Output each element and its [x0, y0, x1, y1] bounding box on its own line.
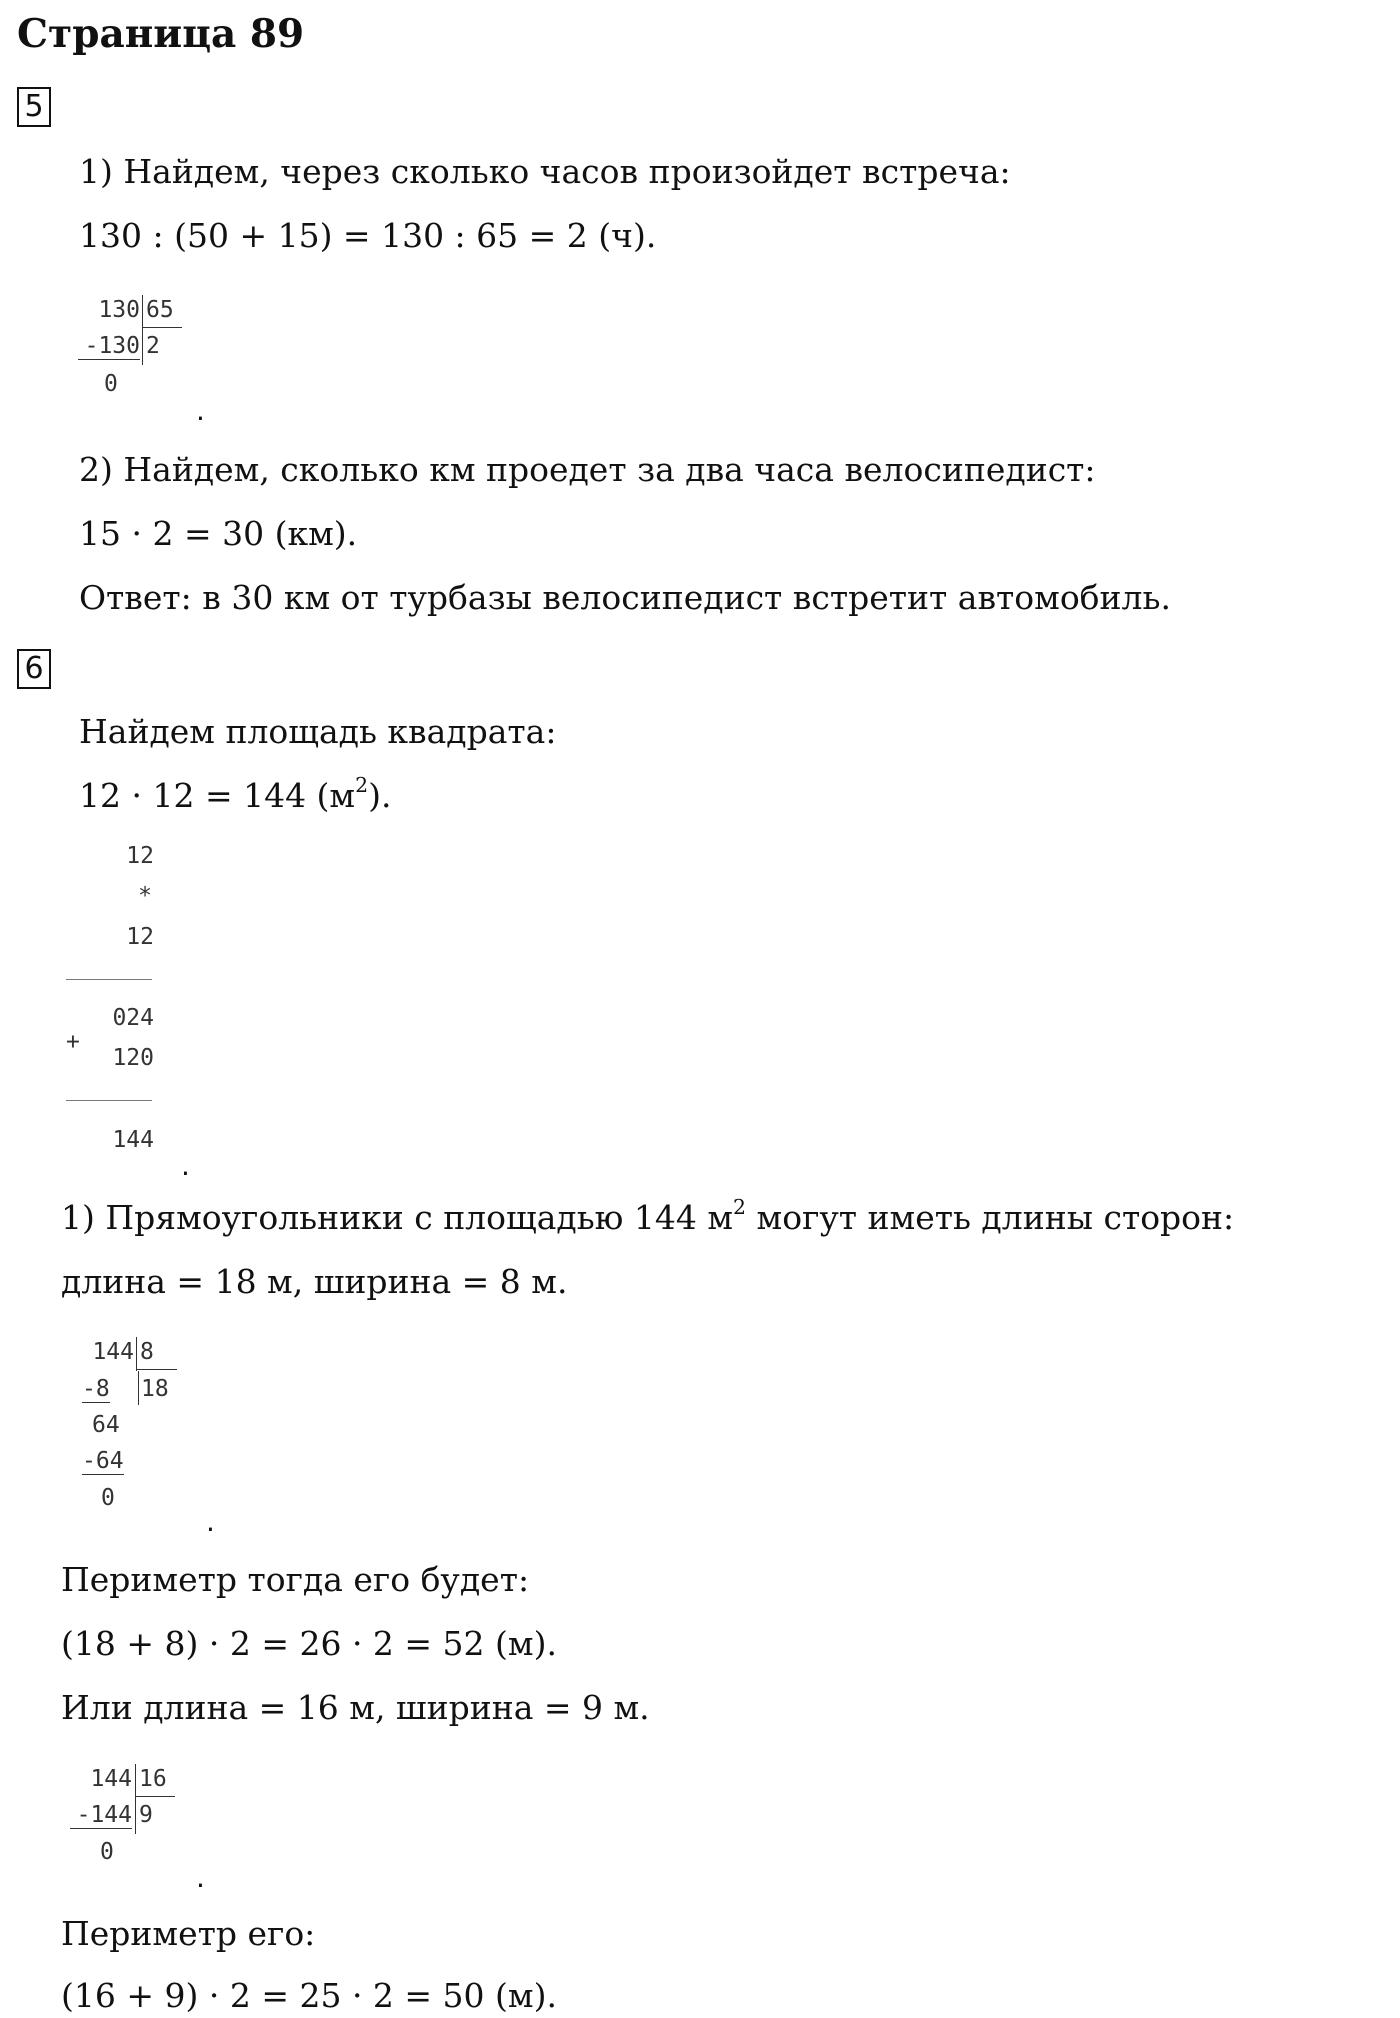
subtrahend: -8 [82, 1376, 110, 1402]
quotient: 9 [139, 1802, 153, 1828]
quotient: 2 [146, 333, 160, 359]
division-bar [138, 1371, 139, 1405]
subtrahend: -64 [82, 1448, 124, 1474]
divisor: 16 [139, 1766, 167, 1792]
equation-text: 12 · 12 = 144 (м [79, 776, 356, 815]
dividend: 144 [90, 1766, 132, 1792]
dividend: 144 [92, 1339, 134, 1365]
text-line: 2) Найдем, сколько км проедет за два часа велосипедист: [79, 450, 1096, 489]
dot: . [196, 1861, 205, 1894]
rule [66, 1100, 152, 1101]
dot: . [206, 1505, 215, 1538]
operator: * [138, 883, 152, 909]
text-line: Периметр его: [61, 1914, 316, 1953]
dividend: 130 [98, 297, 140, 323]
plus-sign: + [66, 1029, 80, 1055]
equation-line: 15 · 2 = 30 (км). [79, 514, 358, 553]
task-number-box: 6 [17, 649, 51, 689]
division-bar [136, 1337, 137, 1371]
rule [66, 979, 152, 980]
remainder: 0 [101, 1485, 115, 1511]
quotient: 18 [141, 1376, 169, 1402]
text-line: Периметр тогда его будет: [61, 1560, 530, 1599]
equation-line: 130 : (50 + 15) = 130 : 65 = 2 (ч). [79, 216, 657, 255]
division-bar [142, 327, 182, 328]
intermediate: 64 [92, 1412, 120, 1438]
dot: . [181, 1149, 190, 1182]
equation-end: ). [368, 776, 392, 815]
subtrahend: -144 [70, 1802, 132, 1829]
text-line: Найдем площадь квадрата: [79, 712, 557, 751]
superscript: 2 [355, 772, 369, 797]
text-line: длина = 18 м, ширина = 8 м. [61, 1262, 568, 1301]
answer-line: Ответ: в 30 км от турбазы велосипедист встретит автомобиль. [79, 578, 1171, 617]
text-line: 1) Найдем, через сколько часов произойдет встреча: [79, 152, 1011, 191]
text-line: Или длина = 16 м, ширина = 9 м. [61, 1688, 650, 1727]
factor-a: 12 [126, 843, 154, 869]
product: 144 [112, 1127, 154, 1153]
page-title: Страница 89 [17, 11, 305, 57]
partial-product-2: 120 [112, 1045, 154, 1071]
dot: . [196, 394, 205, 427]
division-bar [135, 1796, 175, 1797]
divisor: 8 [140, 1339, 154, 1365]
text: 1) Прямоугольники с площадью 144 м [61, 1198, 734, 1237]
division-bar [142, 295, 143, 365]
text-line [61, 1194, 1235, 1238]
equation-line: (18 + 8) · 2 = 26 · 2 = 52 (м). [61, 1624, 557, 1663]
division-bar [135, 1764, 136, 1834]
task-number-box: 5 [17, 87, 51, 127]
remainder: 0 [100, 1839, 114, 1865]
subtrahend: -130 [78, 333, 140, 360]
equation-line [79, 772, 392, 816]
partial-product-1: 024 [112, 1005, 154, 1031]
superscript: 2 [733, 1194, 747, 1219]
divisor: 65 [146, 297, 174, 323]
remainder: 0 [104, 371, 118, 397]
equation-line: (16 + 9) · 2 = 25 · 2 = 50 (м). [61, 1976, 557, 2015]
division-bar [137, 1369, 177, 1370]
text-end: могут иметь длины сторон: [746, 1198, 1235, 1237]
factor-b: 12 [126, 924, 154, 950]
